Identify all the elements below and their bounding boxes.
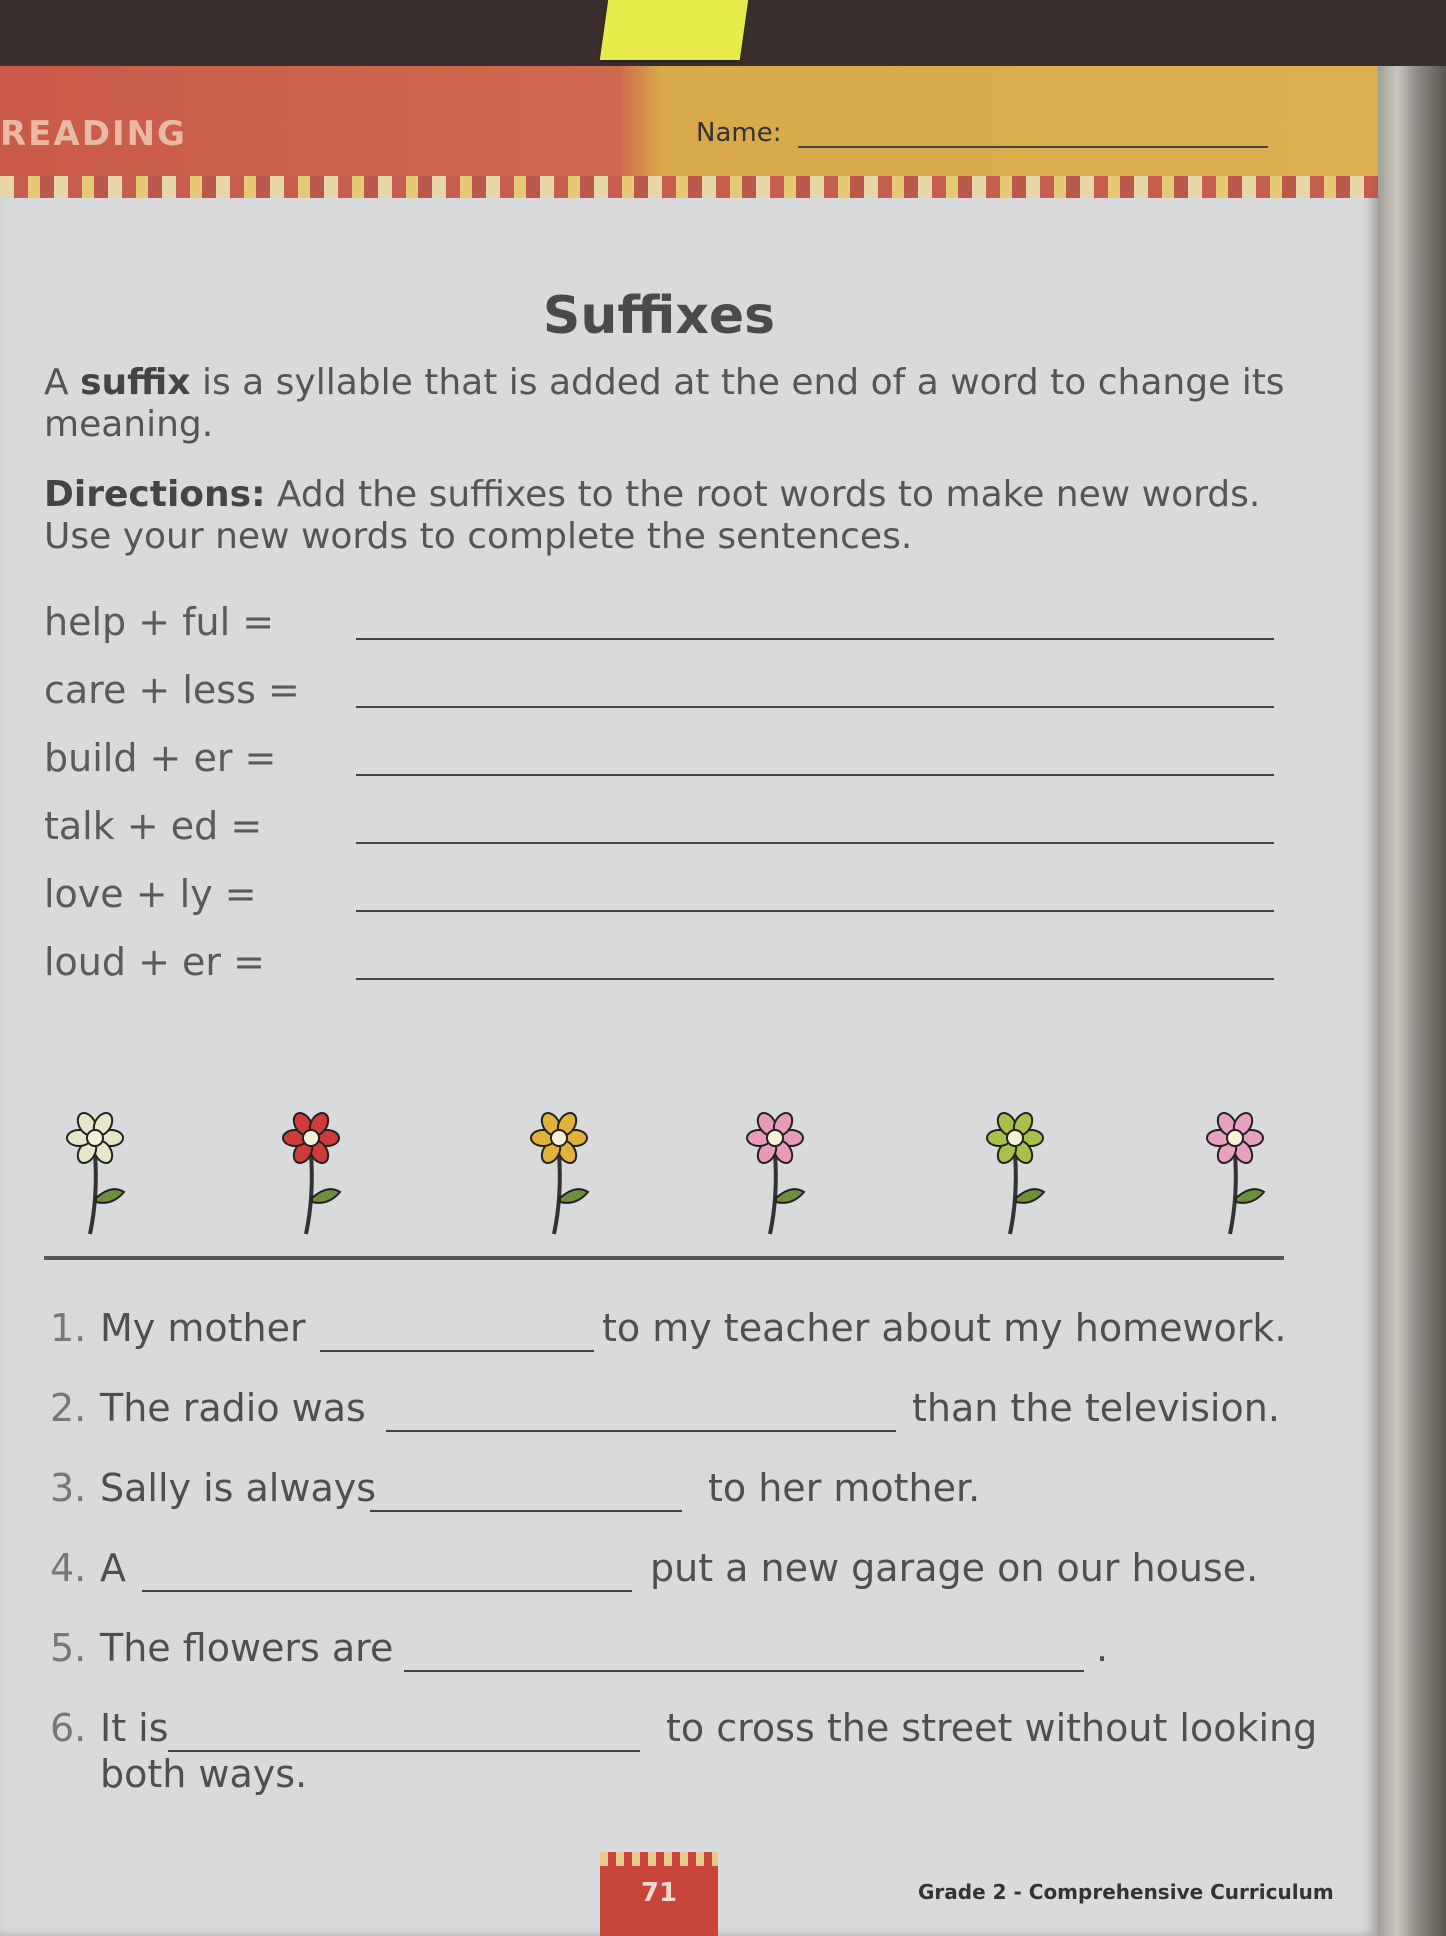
sentence-after: than the television.	[912, 1386, 1280, 1430]
flower-decoration-row	[40, 1106, 1290, 1246]
exercise-row	[44, 872, 1284, 922]
exercise-text: care + less =	[44, 668, 300, 712]
sentence-item	[50, 1306, 1310, 1362]
exercise-row	[44, 668, 1284, 718]
flower-icon	[50, 1106, 140, 1236]
page-number: 71	[640, 1878, 678, 1908]
exercise-text: loud + er =	[44, 940, 265, 984]
flower-icon	[970, 1106, 1060, 1236]
suffix-term: suffix	[80, 362, 191, 403]
page-number-strip	[600, 1852, 718, 1866]
sentence-number: 1.	[50, 1306, 87, 1350]
sentence-before: It is	[100, 1706, 169, 1750]
book-page-edges	[1376, 66, 1446, 1936]
exercise-text: love + ly =	[44, 872, 257, 916]
sentence-blank[interactable]	[320, 1350, 594, 1352]
exercise-answer-line[interactable]	[356, 706, 1274, 708]
sentence-number: 2.	[50, 1386, 87, 1430]
exercise-row	[44, 940, 1284, 990]
name-label: Name:	[696, 118, 782, 148]
intro-paragraph: A suffix is a syllable that is added at the end of a word to change its meaning.	[44, 362, 1285, 445]
header-decorative-strip	[0, 176, 1378, 198]
sentence-blank[interactable]	[142, 1590, 632, 1592]
sentence-before: Sally is always	[100, 1466, 377, 1510]
sentence-blank[interactable]	[404, 1670, 1084, 1672]
flower-icon	[266, 1106, 356, 1236]
section-label: READING	[0, 114, 187, 154]
sentence-before: My mother	[100, 1306, 306, 1350]
sentence-item	[50, 1466, 1310, 1522]
sentence-number: 6.	[50, 1706, 87, 1750]
page-title: Suffixes	[542, 286, 776, 346]
sentence-number: 4.	[50, 1546, 87, 1590]
sentence-after: to her mother.	[708, 1466, 981, 1510]
sentence-after: put a new garage on our house.	[650, 1546, 1259, 1590]
header-banner	[0, 66, 1378, 176]
exercise-answer-line[interactable]	[356, 842, 1274, 844]
exercise-text: help + ful =	[44, 600, 275, 644]
sentence-blank[interactable]	[386, 1430, 896, 1432]
sentence-after: to my teacher about my homework.	[602, 1306, 1287, 1350]
worksheet-page	[0, 66, 1378, 1936]
sentence-after: to cross the street without looking	[666, 1706, 1318, 1750]
page-number-badge	[600, 1852, 718, 1936]
exercise-text: talk + ed =	[44, 804, 263, 848]
exercise-row	[44, 600, 1284, 650]
sentence-before: The flowers are	[100, 1626, 394, 1670]
exercise-row	[44, 804, 1284, 854]
directions-paragraph: Directions: Add the suffixes to the root words to make new words. Use your new words to complete the sentences.	[44, 474, 1261, 557]
book-footer: Grade 2 - Comprehensive Curriculum	[918, 1880, 1334, 1904]
sentence-number: 5.	[50, 1626, 87, 1670]
sentence-item	[50, 1706, 1318, 1806]
exercise-text: build + er =	[44, 736, 277, 780]
sentence-continuation: both ways.	[100, 1752, 308, 1796]
sticky-note	[600, 0, 748, 60]
directions-label: Directions:	[44, 474, 266, 515]
sentence-blank[interactable]	[370, 1510, 682, 1512]
exercise-row	[44, 736, 1284, 786]
exercise-answer-line[interactable]	[356, 910, 1274, 912]
flower-icon	[514, 1106, 604, 1236]
name-field[interactable]	[798, 146, 1268, 148]
exercise-answer-line[interactable]	[356, 638, 1274, 640]
exercise-answer-line[interactable]	[356, 978, 1274, 980]
flower-icon	[730, 1106, 820, 1236]
sentence-item	[50, 1546, 1310, 1602]
sentence-before: A	[100, 1546, 126, 1590]
flower-icon	[1190, 1106, 1280, 1236]
sentence-before: The radio was	[100, 1386, 366, 1430]
sentence-after: .	[1096, 1626, 1109, 1670]
sentence-item	[50, 1626, 1310, 1682]
section-divider	[44, 1256, 1284, 1260]
exercise-answer-line[interactable]	[356, 774, 1274, 776]
sentence-item	[50, 1386, 1310, 1442]
sentence-number: 3.	[50, 1466, 87, 1510]
